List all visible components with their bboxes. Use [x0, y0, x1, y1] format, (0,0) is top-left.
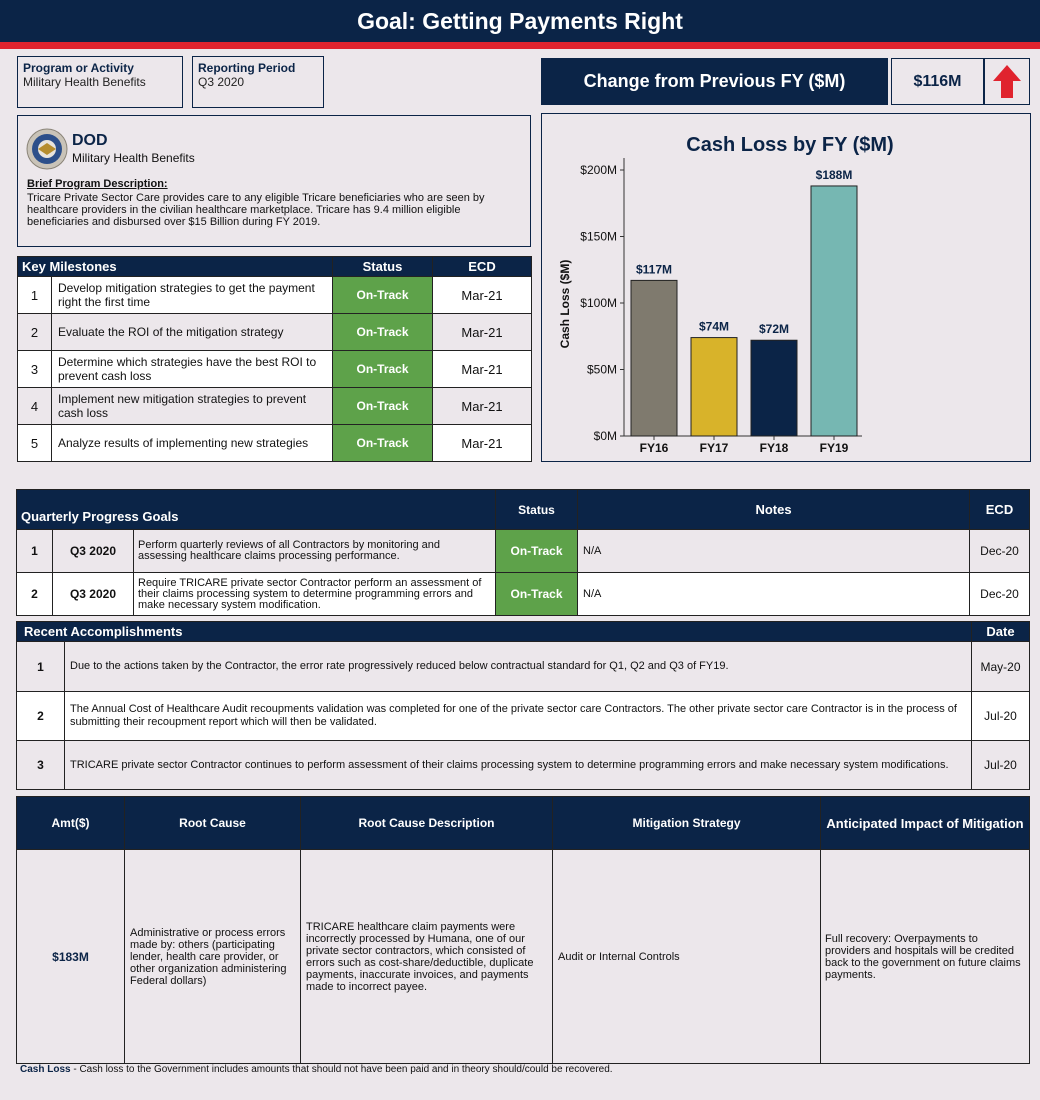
- milestone-status: On-Track: [333, 277, 433, 314]
- quarterly-status: On-Track: [496, 573, 578, 616]
- accomplishment-text: The Annual Cost of Healthcare Audit recoupments validation was completed for one of the private sector care Contractors. The other private sector care Contractor is in the process of submitting their recoupment report which will then be validated.: [65, 692, 972, 741]
- accomplishments-table: [16, 621, 1030, 790]
- change-label: Change from Previous FY ($M): [541, 58, 888, 105]
- accomplishment-date: May-20: [972, 642, 1030, 692]
- period-label: Reporting Period: [198, 61, 296, 75]
- program-value: Military Health Benefits: [23, 75, 146, 89]
- x-tick-label: FY17: [699, 441, 729, 455]
- period-box: [192, 56, 324, 108]
- milestone-ecd: Mar-21: [433, 351, 532, 388]
- milestone-status: On-Track: [333, 314, 433, 351]
- period-value: Q3 2020: [198, 75, 245, 89]
- header-stripe: [0, 42, 1040, 49]
- root-amt: $183M: [17, 850, 125, 1064]
- y-tick-label: $200M: [580, 163, 617, 177]
- anticipated-impact: Full recovery: Overpayments to providers and hospitals will be credited back to the government on future claims payments.: [821, 850, 1030, 1064]
- milestone-ecd: Mar-21: [433, 277, 532, 314]
- milestone-text: Analyze results of implementing new strategies: [52, 425, 333, 462]
- milestone-number: 3: [18, 351, 52, 388]
- milestone-text: Evaluate the ROI of the mitigation strategy: [52, 314, 333, 351]
- program-label: Program or Activity: [23, 61, 134, 75]
- quarterly-status-header: Status: [496, 490, 578, 530]
- milestone-row: [18, 388, 532, 425]
- root-cause: Administrative or process errors made by: others (participating lender, health care provider, or other organization administering Federal dollars): [125, 850, 301, 1064]
- y-tick-label: $150M: [580, 229, 617, 244]
- footnote-text: - Cash loss to the Government includes amounts that should not have been paid and in theory should/could be recovered.: [70, 1064, 613, 1075]
- root-cause-description: TRICARE healthcare claim payments were incorrectly processed by Humana, one of our private sector contractors, which consisted of errors such as cost-share/deductible, duplicate payments, inaccurate invoices, and payments made to incorrect payee.: [301, 850, 553, 1064]
- accomplishment-text: Due to the actions taken by the Contractor, the error rate progressively reduced below contractual standard for Q1, Q2 and Q3 of FY19.: [65, 642, 972, 692]
- mitigation-strategy: Audit or Internal Controls: [553, 850, 821, 1064]
- accomplishments-date-header: Date: [972, 622, 1030, 642]
- y-tick-label: $100M: [580, 296, 617, 310]
- quarterly-text: Perform quarterly reviews of all Contractors by monitoring and assessing healthcare claims processing performance.: [134, 530, 496, 573]
- accomplishment-date: Jul-20: [972, 741, 1030, 790]
- milestone-text: Develop mitigation strategies to get the payment right the first time: [52, 277, 333, 314]
- y-tick-label: $0M: [593, 429, 617, 443]
- milestones-ecd-header: ECD: [433, 257, 532, 277]
- y-axis-label: Cash Loss ($M): [558, 259, 572, 349]
- root-cause-header: Root Cause: [125, 797, 301, 850]
- accomplishments-title: Recent Accomplishments: [17, 622, 972, 642]
- quarterly-title: Quarterly Progress Goals: [17, 490, 496, 530]
- change-value: $116M: [891, 58, 984, 105]
- change-arrow-box: [984, 58, 1030, 105]
- quarterly-quarter: Q3 2020: [53, 530, 134, 573]
- milestone-ecd: Mar-21: [433, 425, 532, 462]
- milestone-number: 1: [18, 277, 52, 314]
- milestones-table: [17, 256, 532, 462]
- quarterly-row: [17, 573, 1030, 616]
- bar-fy18: [751, 340, 797, 436]
- milestone-status: On-Track: [333, 351, 433, 388]
- description-label: Brief Program Description:: [27, 178, 168, 190]
- milestone-row: [18, 351, 532, 388]
- quarterly-notes-header: Notes: [578, 490, 970, 530]
- accomplishment-date: Jul-20: [972, 692, 1030, 741]
- milestone-status: On-Track: [333, 388, 433, 425]
- quarterly-row: [17, 530, 1030, 573]
- milestone-number: 4: [18, 388, 52, 425]
- milestone-ecd: Mar-21: [433, 388, 532, 425]
- amt-header: Amt($): [17, 797, 125, 850]
- quarterly-text: Require TRICARE private sector Contractor perform an assessment of their claims processing system to determine programming errors and make necessary system modification.: [134, 573, 496, 616]
- program-box: [17, 56, 183, 108]
- milestones-title: Key Milestones: [18, 257, 333, 277]
- y-tick-label: $50M: [586, 362, 617, 377]
- bar-fy16: [631, 280, 677, 436]
- bar-fy17: [691, 338, 737, 436]
- accomplishment-number: 3: [17, 741, 65, 790]
- quarterly-notes: N/A: [578, 530, 970, 573]
- milestone-text: Implement new mitigation strategies to prevent cash loss: [52, 388, 333, 425]
- agency-box: [17, 115, 531, 247]
- agency-name: DOD: [72, 132, 108, 149]
- bar-value-label: $72M: [758, 322, 790, 337]
- accomplishment-number: 2: [17, 692, 65, 741]
- accomplishment-number: 1: [17, 642, 65, 692]
- agency-program: Military Health Benefits: [72, 151, 195, 165]
- chart-title: Cash Loss by FY ($M): [686, 134, 894, 156]
- bar-fy19: [811, 186, 857, 436]
- quarterly-ecd-header: ECD: [970, 490, 1030, 530]
- quarterly-quarter: Q3 2020: [53, 573, 134, 616]
- mitigation-strategy-header: Mitigation Strategy: [553, 797, 821, 850]
- x-tick-label: FY16: [639, 441, 669, 455]
- root-cause-description-header: Root Cause Description: [301, 797, 553, 850]
- quarterly-status: On-Track: [496, 530, 578, 573]
- page-title: Goal: Getting Payments Right: [0, 0, 1040, 42]
- accomplishment-row: [17, 741, 1030, 790]
- quarterly-number: 2: [17, 573, 53, 616]
- x-tick-label: FY19: [819, 441, 849, 455]
- cash-loss-chart: [541, 113, 1031, 462]
- accomplishment-row: [17, 692, 1030, 741]
- arrow-up-icon: [985, 59, 1029, 104]
- quarterly-notes: N/A: [578, 573, 970, 616]
- footnote: [20, 1064, 613, 1075]
- accomplishment-text: TRICARE private sector Contractor continues to perform assessment of their claims processing system to determine programming errors and make necessary system modifications.: [65, 741, 972, 790]
- bar-value-label: $117M: [635, 262, 673, 277]
- cash-loss-chart-svg: [542, 114, 1030, 461]
- x-tick-label: FY18: [759, 441, 789, 455]
- quarterly-table: [16, 489, 1030, 616]
- footnote-term: Cash Loss: [20, 1064, 71, 1075]
- anticipated-impact-header: Anticipated Impact of Mitigation: [821, 797, 1030, 850]
- milestone-row: [18, 425, 532, 462]
- milestone-number: 2: [18, 314, 52, 351]
- bar-value-label: $74M: [698, 319, 730, 334]
- dod-seal-icon: [26, 128, 68, 170]
- milestone-status: On-Track: [333, 425, 433, 462]
- quarterly-ecd: Dec-20: [970, 530, 1030, 573]
- milestone-row: [18, 314, 532, 351]
- milestone-ecd: Mar-21: [433, 314, 532, 351]
- bar-value-label: $188M: [815, 167, 853, 182]
- milestone-text: Determine which strategies have the best ROI to prevent cash loss: [52, 351, 333, 388]
- quarterly-ecd: Dec-20: [970, 573, 1030, 616]
- program-description: Tricare Private Sector Care provides care to any eligible Tricare beneficiaries who are seen by healthcare providers in the civilian healthcare marketplace. Tricare has 9.4 million eligible beneficiaries and disbursed over $15 Billion during FY 2019.: [27, 192, 485, 228]
- milestone-row: [18, 277, 532, 314]
- milestones-status-header: Status: [333, 257, 433, 277]
- quarterly-number: 1: [17, 530, 53, 573]
- milestone-number: 5: [18, 425, 52, 462]
- root-cause-table: [16, 796, 1030, 1064]
- accomplishment-row: [17, 642, 1030, 692]
